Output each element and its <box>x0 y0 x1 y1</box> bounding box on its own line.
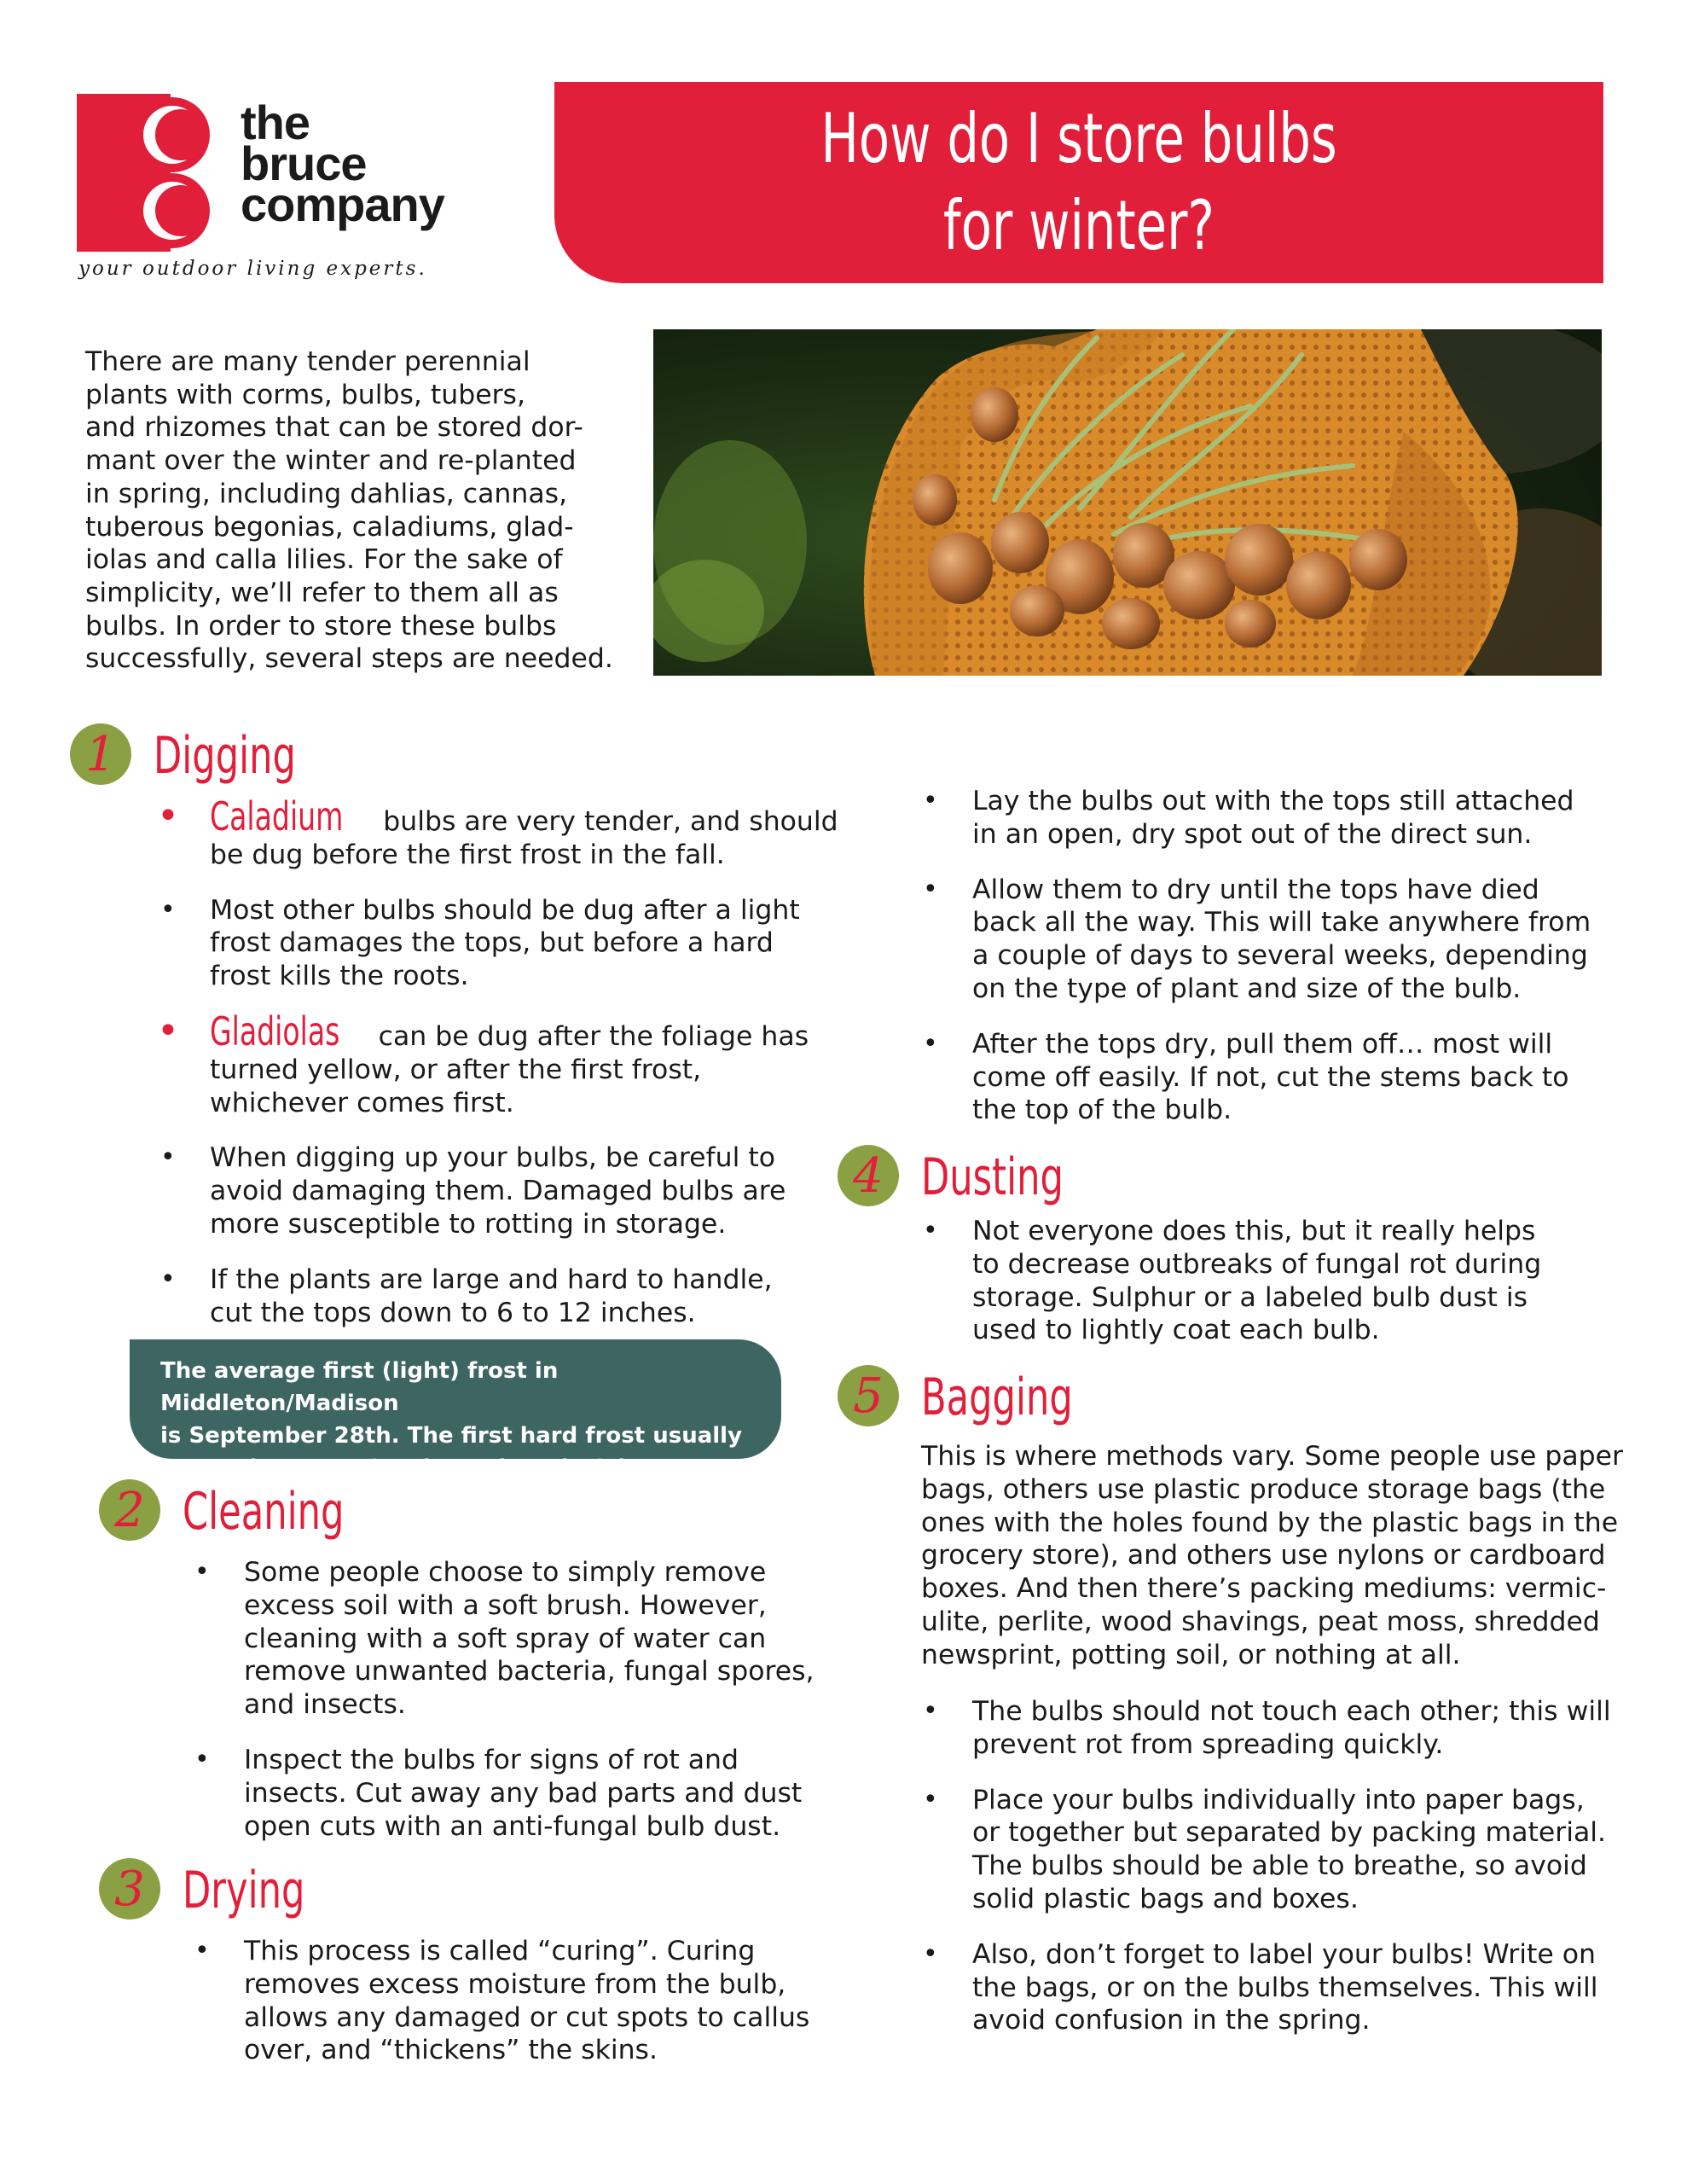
logo-wordmark <box>241 96 479 231</box>
caladium-highlight: Caladium <box>210 793 344 839</box>
section-3-number: 3 <box>114 1861 145 1917</box>
section-5-title: Bagging <box>921 1368 1073 1427</box>
digging-item-5 <box>159 1263 841 1330</box>
logo-word-company: company <box>241 177 444 231</box>
bullet: • <box>923 1784 938 1815</box>
bagging-paragraph: This is where methods vary. Some people use paper bags, others use plastic produce storage bags (the ones with the holes found by the plastic bags in the grocery store), and others use nylons or cardboard boxes. And then there’s packing mediums: vermic- ulite, perlite, wood shavings, peat moss, shredded newsprint, potting soil, or nothing at all. <box>921 1441 1623 1670</box>
bullet-red: • <box>157 794 179 838</box>
drying-item-1-text: This process is called “curing”. Curing removes excess moisture from the bulb, allows any damaged or cut spots to callus over, and “thickens” the skins. <box>244 1936 810 2066</box>
bullet: • <box>160 1142 176 1173</box>
bagging-item-3-text: Also, don’t forget to label your bulbs! Write on the bags, or on the bulbs themselves. This will avoid confusion in the spring. <box>972 1938 1598 2036</box>
section-5-number-badge <box>838 1365 899 1426</box>
digging-list <box>157 793 841 1351</box>
dusting-list <box>921 1215 1646 1369</box>
logo-word-the: the <box>241 96 310 149</box>
bullet: • <box>160 894 176 925</box>
digging-item-3-text: can be dug after the foliage has turned yellow, or after the first frost, whichever comes first. <box>210 1020 809 1118</box>
digging-item-3 <box>157 1008 841 1119</box>
logo-tagline: your outdoor living experts. <box>78 258 427 280</box>
page-title-line-1: How do I store bulbs <box>820 99 1337 178</box>
logo-word-bruce: bruce <box>241 136 367 190</box>
bullet: • <box>194 1936 210 1966</box>
bagging-list <box>921 1695 1646 2059</box>
section-2-title: Cleaning <box>183 1482 345 1542</box>
cleaning-item-2-text: Inspect the bulbs for signs of rot and insects. Cut away any bad parts and dust open cuts with an anti-fungal bulb dust. <box>244 1744 803 1842</box>
bagging-item-1-text: The bulbs should not touch each other; this will prevent rot from spreading quickly. <box>972 1696 1611 1760</box>
section-2-number-badge <box>99 1479 160 1541</box>
bullet: • <box>160 1263 176 1294</box>
bagging-item-2-text: Place your bulbs individually into paper bags, or together but separated by packing material. The bulbs should be able to breathe, so avoid solid plastic bags and boxes. <box>972 1784 1607 1914</box>
section-1-number: 1 <box>85 726 116 782</box>
digging-item-1 <box>157 793 841 872</box>
bullet: • <box>923 1696 938 1726</box>
digging-item-2 <box>159 894 841 993</box>
drying-item-2-text: Lay the bulbs out with the tops still attached in an open, dry spot out of the direct sun. <box>972 786 1574 850</box>
drying-item-4 <box>921 1028 1646 1127</box>
section-4-title: Dusting <box>921 1147 1064 1207</box>
drying-item-4-text: After the tops dry, pull them off… most will come off easily. If not, cut the stems back to the top of the bulb. <box>972 1028 1569 1126</box>
drying-item-3-text: Allow them to dry until the tops have died back all the way. This will take anywhere from a couple of days to several weeks, depending on the type of plant and size of the bulb. <box>972 874 1591 1004</box>
digging-item-1-text: bulbs are very tender, and should be dug before the first frost in the fall. <box>210 806 838 870</box>
digging-item-4 <box>159 1141 841 1240</box>
bullet: • <box>194 1744 210 1774</box>
bagging-item-3 <box>921 1938 1646 2037</box>
digging-item-2-text: Most other bulbs should be dug after a light frost damages the tops, but before a hard frost kills the roots. <box>210 894 800 992</box>
bullet: • <box>923 786 938 816</box>
bullet: • <box>923 1938 938 1969</box>
bruce-company-logo-mark <box>77 94 230 252</box>
cleaning-list <box>193 1556 858 1865</box>
section-1-number-badge <box>70 723 131 785</box>
drying-item-2 <box>921 785 1646 851</box>
drying-list-left <box>193 1935 858 2089</box>
drying-list-right <box>921 785 1646 1149</box>
gloved-hands-bulbs-photo <box>653 329 1602 676</box>
bullet: • <box>194 1557 210 1587</box>
page-title-line-2: for winter? <box>942 186 1215 265</box>
bullet-red: • <box>157 1008 179 1053</box>
section-3-title: Drying <box>183 1861 305 1920</box>
cleaning-item-2 <box>193 1744 858 1843</box>
section-1-title: Digging <box>154 726 296 786</box>
section-2-number: 2 <box>114 1482 145 1538</box>
drying-item-3 <box>921 874 1646 1006</box>
gladiolas-highlight: Gladiolas <box>210 1008 340 1054</box>
title-banner <box>554 82 1603 283</box>
section-4-number-badge <box>838 1145 899 1206</box>
frost-date-callout-text: The average first (light) frost in Middleton/Madison is September 28th. The first hard frost usually occurs between October 4th and 10th. <box>160 1358 743 1481</box>
bagging-item-1 <box>921 1695 1646 1762</box>
intro-paragraph: There are many tender perennial plants with corms, bulbs, tubers, and rhizomes that can be stored dor- mant over the winter and re-planted in spring, including dahlias, cannas, tuberous begonias, caladiums, glad- iolas and calla lilies. For the sake of simplicity, we’ll refer to them all as bulbs. In order to store these bulbs successfully, several steps are needed. <box>85 346 613 675</box>
section-4-number: 4 <box>853 1147 884 1204</box>
bullet: • <box>923 1216 938 1246</box>
frost-date-callout <box>130 1339 781 1481</box>
cleaning-item-1 <box>193 1556 858 1722</box>
digging-item-4-text: When digging up your bulbs, be careful to avoid damaging them. Damaged bulbs are more susceptible to rotting in storage. <box>210 1142 786 1240</box>
drying-item-1 <box>193 1935 858 2067</box>
cleaning-item-1-text: Some people choose to simply remove excess soil with a soft brush. However, cleaning with a soft spray of water can remove unwanted bacteria, fungal spores, and insects. <box>244 1557 815 1721</box>
digging-item-5-text: If the plants are large and hard to handle, cut the tops down to 6 to 12 inches. <box>210 1263 773 1328</box>
bullet: • <box>923 874 938 904</box>
bagging-item-2 <box>921 1784 1646 1916</box>
dusting-item-1 <box>921 1215 1646 1347</box>
section-3-number-badge <box>99 1858 160 1920</box>
section-5-number: 5 <box>853 1368 884 1424</box>
bullet: • <box>923 1028 938 1059</box>
dusting-item-1-text: Not everyone does this, but it really helps to decrease outbreaks of fungal rot during storage. Sulphur or a labeled bulb dust is used to lightly coat each bulb. <box>972 1216 1542 1346</box>
